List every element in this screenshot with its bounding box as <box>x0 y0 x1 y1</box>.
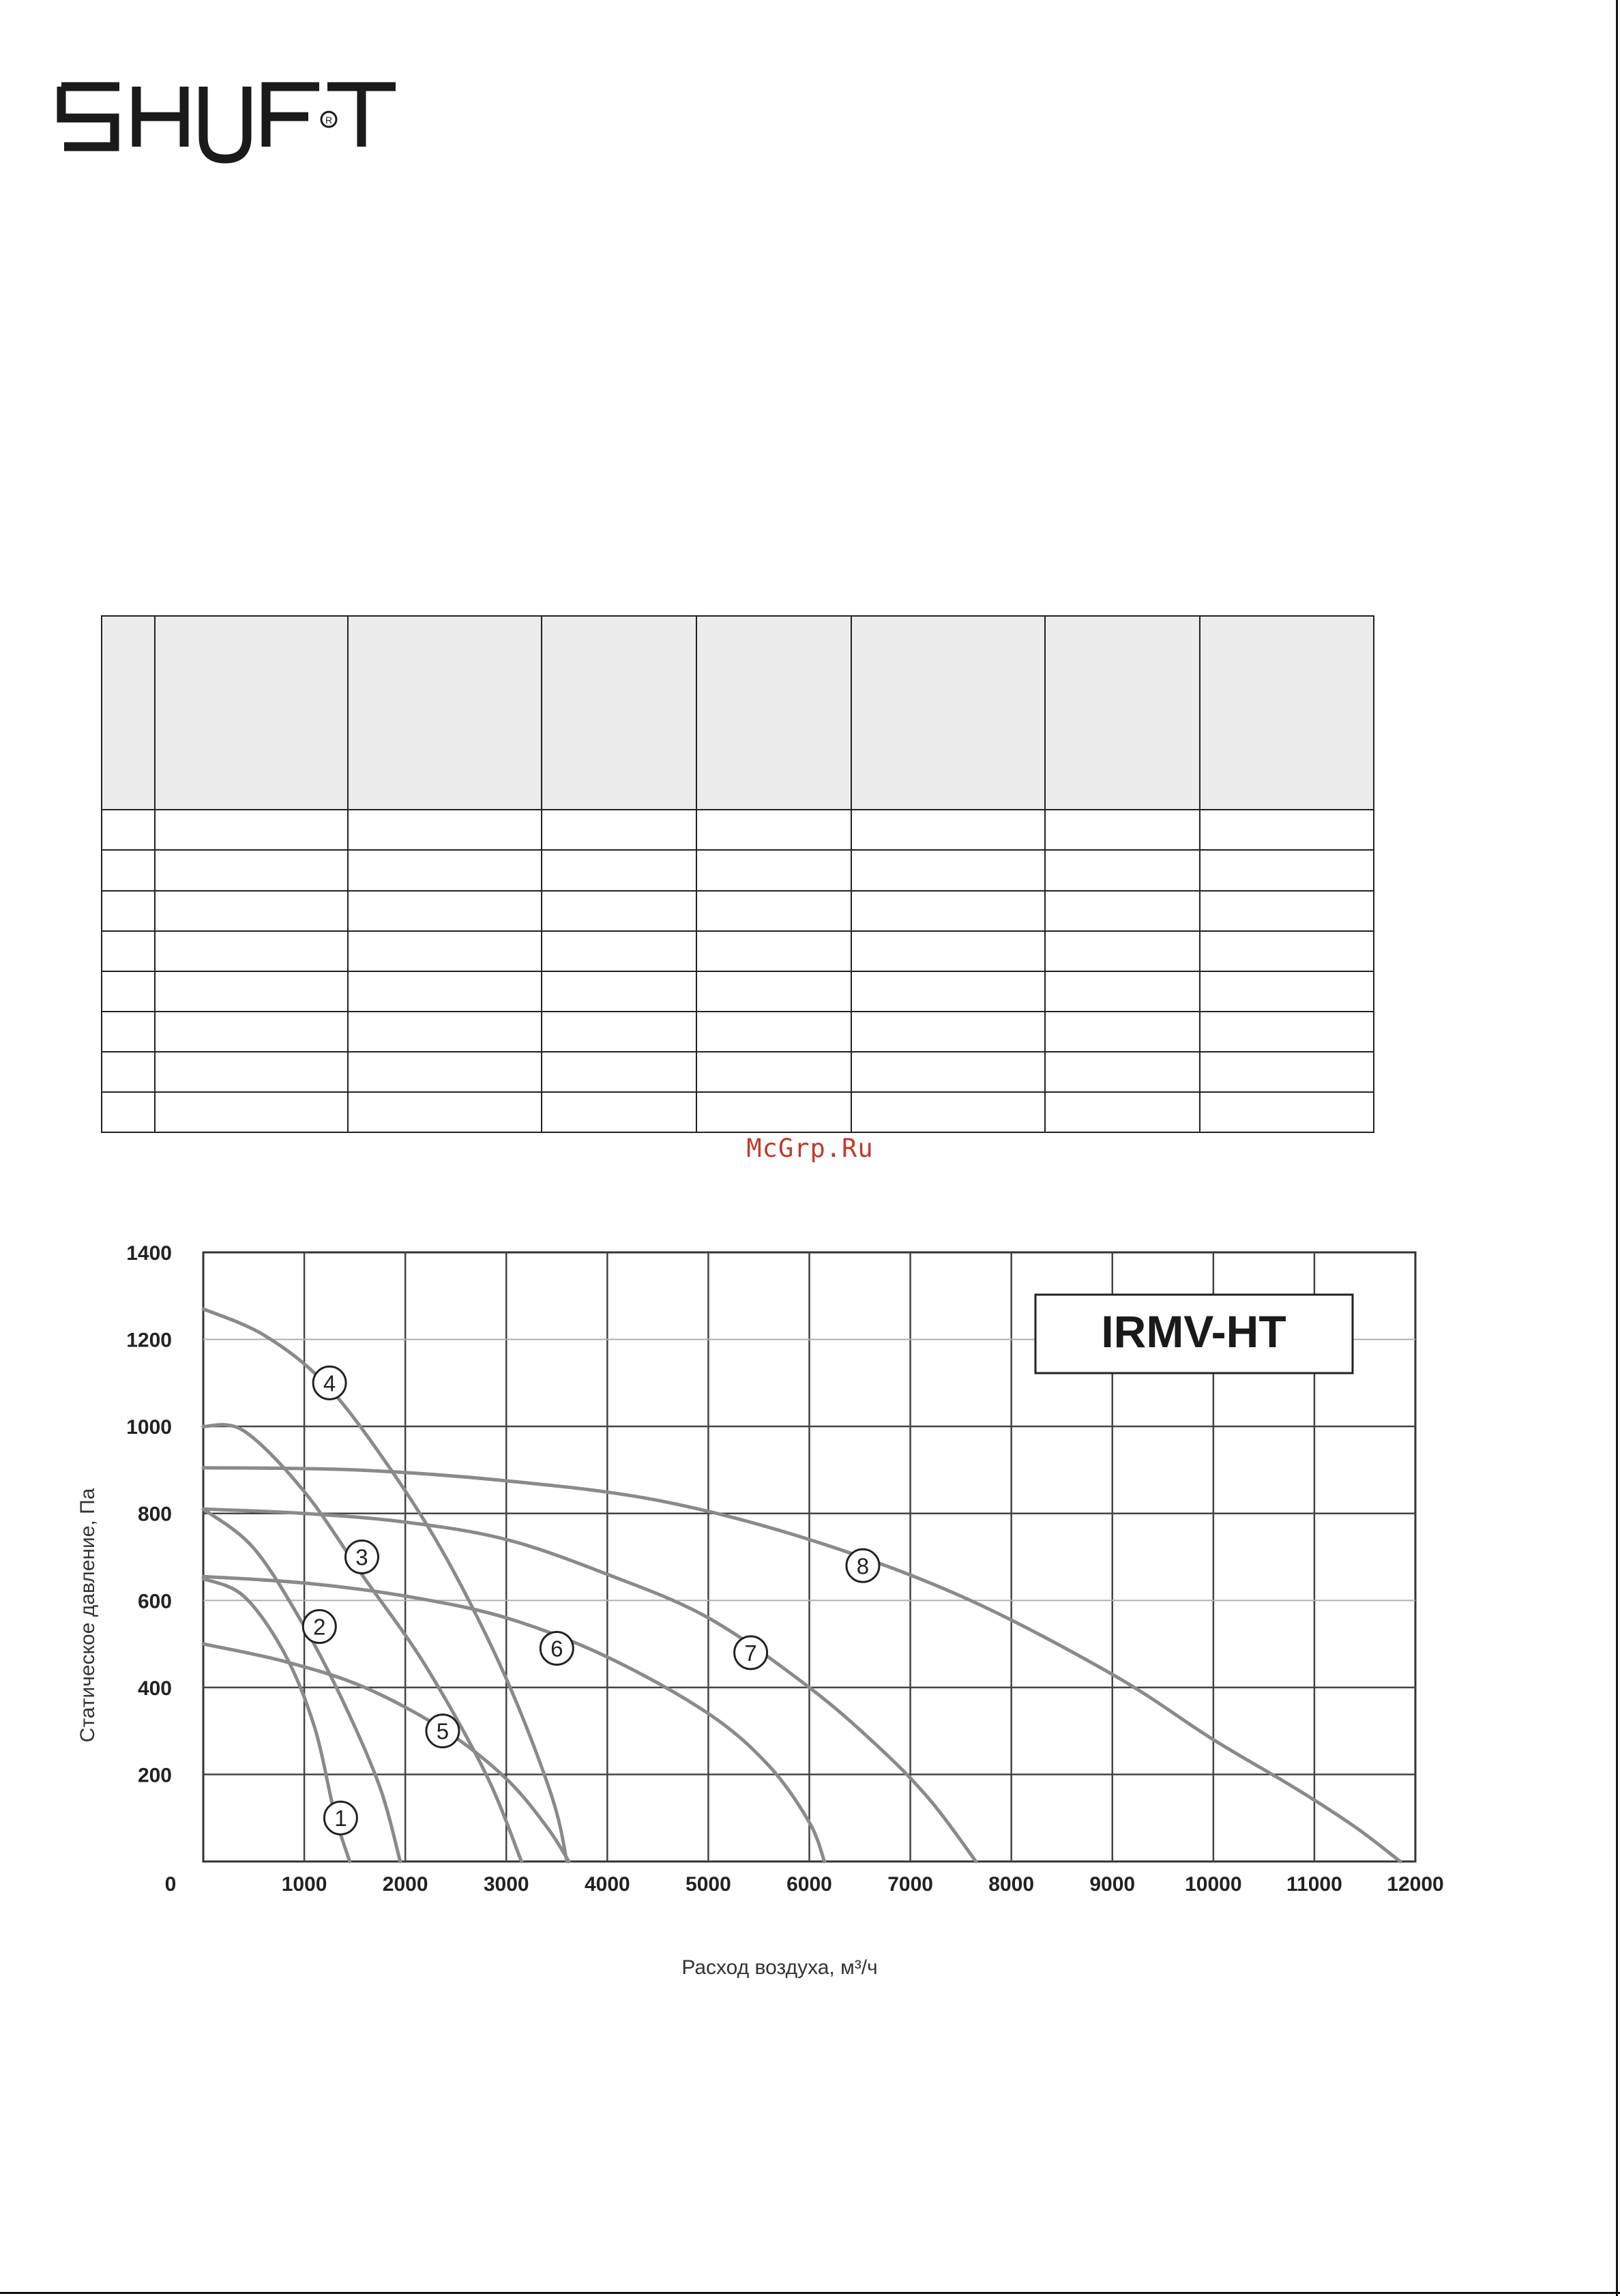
table-cell <box>1200 1012 1374 1052</box>
table-cell <box>102 891 155 931</box>
y-tick-label: 600 <box>137 1590 172 1613</box>
table-cell <box>1045 891 1200 931</box>
x-tick-label: 7000 <box>887 1873 933 1896</box>
table-cell <box>348 931 542 971</box>
table-cell <box>1200 810 1374 850</box>
table-cell <box>1200 1092 1374 1132</box>
table-cell <box>155 931 348 971</box>
table-row <box>102 931 1374 971</box>
table-cell <box>102 971 155 1012</box>
table-cell <box>1200 1052 1374 1092</box>
y-axis-label: Статическое давление, Па <box>76 1488 99 1743</box>
series-label-6: 6 <box>550 1636 563 1662</box>
table-cell <box>542 1052 696 1092</box>
table-cell <box>1045 1052 1200 1092</box>
table-cell <box>542 810 696 850</box>
x-tick-label: 5000 <box>686 1873 731 1896</box>
x-tick-label: 12000 <box>1387 1873 1444 1896</box>
table-cell <box>696 971 851 1012</box>
x-tick-label: 10000 <box>1185 1873 1242 1896</box>
table-row <box>102 810 1374 850</box>
header-cell <box>155 616 348 810</box>
x-tick-label: 3000 <box>483 1873 529 1896</box>
page-border-bottom <box>0 2292 1620 2294</box>
table-cell <box>155 1092 348 1132</box>
table-header-row <box>102 616 1374 810</box>
x-tick-label: 9000 <box>1089 1873 1136 1896</box>
table-cell <box>348 1012 542 1052</box>
table-cell <box>155 810 348 850</box>
series-label-4: 4 <box>323 1370 336 1396</box>
table-row <box>102 1092 1374 1132</box>
table-cell <box>348 850 542 890</box>
table-cell <box>348 1052 542 1092</box>
table-cell <box>851 931 1045 971</box>
origin-label: 0 <box>164 1873 177 1896</box>
table-cell <box>102 810 155 850</box>
x-tick-label: 1000 <box>281 1873 327 1896</box>
table-cell <box>1045 810 1200 850</box>
table-row <box>102 1012 1374 1052</box>
performance-chart <box>0 1214 1620 1999</box>
x-tick-label: 11000 <box>1286 1873 1342 1896</box>
table-cell <box>102 1092 155 1132</box>
svg-text:R: R <box>325 115 333 126</box>
table-cell <box>1045 850 1200 890</box>
table-cell <box>155 971 348 1012</box>
table-cell <box>542 971 696 1012</box>
table-cell <box>1045 971 1200 1012</box>
series-label-7: 7 <box>744 1640 757 1666</box>
table-cell <box>542 1092 696 1132</box>
header-cell <box>851 616 1045 810</box>
header-cell <box>696 616 851 810</box>
table-cell <box>1200 850 1374 890</box>
series-label-2: 2 <box>313 1614 326 1640</box>
table-cell <box>851 850 1045 890</box>
table-cell <box>696 931 851 971</box>
table-cell <box>1045 931 1200 971</box>
table-cell <box>155 1012 348 1052</box>
table-cell <box>542 850 696 890</box>
y-tick-label: 1000 <box>126 1416 172 1439</box>
header-cell <box>1200 616 1374 810</box>
brand-logo <box>55 78 402 181</box>
table-cell <box>155 891 348 931</box>
x-tick-label: 2000 <box>382 1873 428 1896</box>
x-tick-label: 4000 <box>584 1873 630 1896</box>
table-cell <box>696 850 851 890</box>
series-label-1: 1 <box>334 1806 347 1831</box>
table-cell <box>696 1092 851 1132</box>
watermark-link[interactable]: McGrp.Ru <box>746 1134 874 1163</box>
x-tick-label: 8000 <box>988 1873 1035 1896</box>
header-cell <box>1045 616 1200 810</box>
table-cell <box>696 810 851 850</box>
table-cell <box>348 971 542 1012</box>
table-row <box>102 891 1374 931</box>
header-cell <box>542 616 696 810</box>
table-row <box>102 1052 1374 1092</box>
table-cell <box>348 891 542 931</box>
series-label-8: 8 <box>856 1553 870 1579</box>
table-row <box>102 850 1374 890</box>
table-cell <box>696 891 851 931</box>
table-cell <box>851 891 1045 931</box>
y-tick-label: 800 <box>137 1503 172 1526</box>
table-cell <box>102 850 155 890</box>
header-cell <box>102 616 155 810</box>
table-cell <box>348 810 542 850</box>
chart-title: IRMV-HT <box>1101 1306 1286 1357</box>
table-cell <box>542 891 696 931</box>
table-cell <box>851 1012 1045 1052</box>
table-cell <box>851 971 1045 1012</box>
table-cell <box>1200 931 1374 971</box>
table-cell <box>696 1012 851 1052</box>
table-cell <box>102 1012 155 1052</box>
y-tick-label: 200 <box>137 1764 172 1787</box>
spec-table <box>101 615 1374 1133</box>
table-cell <box>542 931 696 971</box>
table-cell <box>851 810 1045 850</box>
x-axis-label: Расход воздуха, м³/ч <box>681 1956 878 1979</box>
y-tick-label: 1200 <box>126 1329 172 1352</box>
header-cell <box>348 616 542 810</box>
table-cell <box>348 1092 542 1132</box>
series-label-3: 3 <box>355 1544 368 1570</box>
series-label-5: 5 <box>436 1718 450 1744</box>
table-cell <box>1200 891 1374 931</box>
table-cell <box>155 850 348 890</box>
table-cell <box>1045 1012 1200 1052</box>
table-cell <box>542 1012 696 1052</box>
table-row <box>102 971 1374 1012</box>
x-tick-label: 6000 <box>786 1873 832 1896</box>
table-cell <box>851 1052 1045 1092</box>
table-cell <box>851 1092 1045 1132</box>
table-cell <box>1045 1092 1200 1132</box>
table-cell <box>102 1052 155 1092</box>
table-cell <box>155 1052 348 1092</box>
table-cell <box>696 1052 851 1092</box>
table-cell <box>102 931 155 971</box>
y-tick-label: 400 <box>137 1677 172 1700</box>
table-cell <box>1200 971 1374 1012</box>
y-tick-label: 1400 <box>126 1242 172 1265</box>
